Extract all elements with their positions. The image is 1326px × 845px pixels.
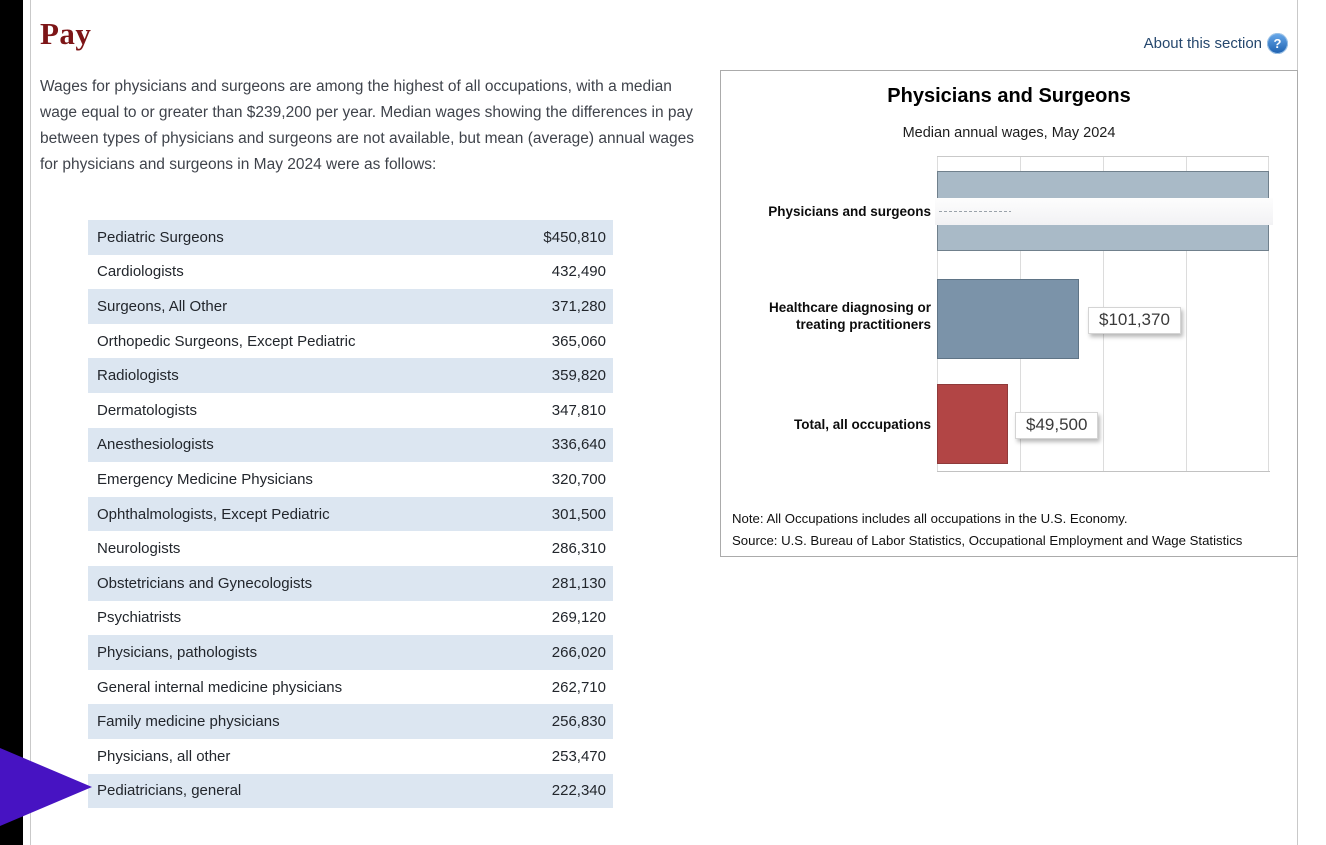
- occupation-cell: Dermatologists: [97, 401, 198, 419]
- table-row: [88, 393, 613, 428]
- occupation-cell: Emergency Medicine Physicians: [97, 470, 313, 488]
- table-row: [88, 462, 613, 497]
- occupation-cell: Physicians, pathologists: [97, 643, 258, 661]
- about-this-section-label[interactable]: About this section: [1143, 35, 1262, 52]
- table-row: [88, 428, 613, 463]
- chart-note: Note: All Occupations includes all occupations in the U.S. Economy.: [732, 511, 1128, 526]
- wage-cell: 359,820: [551, 367, 606, 385]
- table-row: [88, 704, 613, 739]
- occupation-cell: Neurologists: [97, 540, 181, 558]
- occupation-cell: General internal medicine physicians: [97, 678, 343, 696]
- page-title: Pay: [40, 16, 92, 51]
- occupation-cell: Family medicine physicians: [97, 713, 280, 731]
- bar-physicians-and-surgeons: [937, 171, 1269, 251]
- occupation-cell: Cardiologists: [97, 263, 184, 281]
- wage-cell: 432,490: [551, 263, 606, 281]
- bar-label-healthcare: Healthcare diagnosing or treating practitioners: [768, 300, 931, 332]
- occupation-cell: Physicians, all other: [97, 747, 231, 765]
- table-row: [88, 220, 613, 255]
- wage-cell: 347,810: [551, 401, 606, 419]
- table-row: [88, 358, 613, 393]
- wage-cell: 269,120: [551, 609, 606, 627]
- table-row: [88, 531, 613, 566]
- wage-cell: 256,830: [551, 713, 606, 731]
- occupation-cell: Obstetricians and Gynecologists: [97, 574, 313, 592]
- value-label-healthcare: $101,370: [1088, 307, 1181, 334]
- wage-chart-panel: [720, 70, 1298, 557]
- x-axis-line: [937, 471, 1270, 472]
- wage-cell: $450,810: [543, 228, 606, 246]
- table-row: [88, 601, 613, 636]
- tiny-dashed-annotation: [939, 211, 1011, 212]
- table-row: [88, 566, 613, 601]
- wage-cell: 365,060: [551, 332, 606, 350]
- occupation-cell: Pediatricians, general: [97, 782, 242, 800]
- wage-cell: 253,470: [551, 747, 606, 765]
- broken-bar-gap: [935, 198, 1273, 225]
- wage-cell: 266,020: [551, 643, 606, 661]
- table-row: [88, 739, 613, 774]
- occupation-cell: Surgeons, All Other: [97, 297, 228, 315]
- occupation-cell: Orthopedic Surgeons, Except Pediatric: [97, 332, 356, 350]
- wage-table: [88, 220, 613, 808]
- wage-cell: 336,640: [551, 436, 606, 454]
- about-this-section-link[interactable]: [1144, 33, 1288, 54]
- wage-cell: 320,700: [551, 470, 606, 488]
- pointer-arrow-cursor: [0, 748, 92, 826]
- table-row: [88, 670, 613, 705]
- left-black-strip: [0, 0, 23, 845]
- wage-table-body: [88, 220, 613, 808]
- bar-label-total: Total, all occupations: [793, 417, 931, 432]
- table-row: [88, 774, 613, 809]
- occupation-cell: Ophthalmologists, Except Pediatric: [97, 505, 330, 523]
- wage-cell: 371,280: [551, 297, 606, 315]
- table-row: [88, 289, 613, 324]
- chart-title: Physicians and Surgeons: [887, 85, 1131, 107]
- wage-cell: 286,310: [551, 540, 606, 558]
- table-row: [88, 324, 613, 359]
- occupation-cell: Pediatric Surgeons: [97, 228, 224, 246]
- value-label-total: $49,500: [1015, 412, 1098, 439]
- wage-cell: 301,500: [551, 505, 606, 523]
- wage-cell: 222,340: [551, 782, 606, 800]
- table-row: [88, 635, 613, 670]
- wage-cell: 281,130: [551, 574, 606, 592]
- chart-source: Source: U.S. Bureau of Labor Statistics, Occupational Employment and Wage Statistics: [732, 533, 1243, 548]
- bar-healthcare-practitioners: [937, 279, 1079, 359]
- wage-cell: 262,710: [551, 678, 606, 696]
- help-question-icon[interactable]: ?: [1267, 33, 1288, 54]
- occupation-cell: Radiologists: [97, 367, 179, 385]
- occupation-cell: Anesthesiologists: [97, 436, 214, 454]
- bar-total-all-occupations: [937, 384, 1008, 464]
- table-row: [88, 497, 613, 532]
- bar-label-physicians: Physicians and surgeons: [768, 204, 931, 219]
- table-row: [88, 255, 613, 290]
- chart-subtitle: Median annual wages, May 2024: [902, 125, 1116, 141]
- occupation-cell: Psychiatrists: [97, 609, 182, 627]
- intro-paragraph: Wages for physicians and surgeons are among the highest of all occupations, with a median wage equal to or greater than $239,200 per year. Median wages showing the differences in pay between types of physicians and surgeons are not available, but mean (average) annual wages for physicians and surgeons in May 2024 were as follows:: [40, 78, 694, 173]
